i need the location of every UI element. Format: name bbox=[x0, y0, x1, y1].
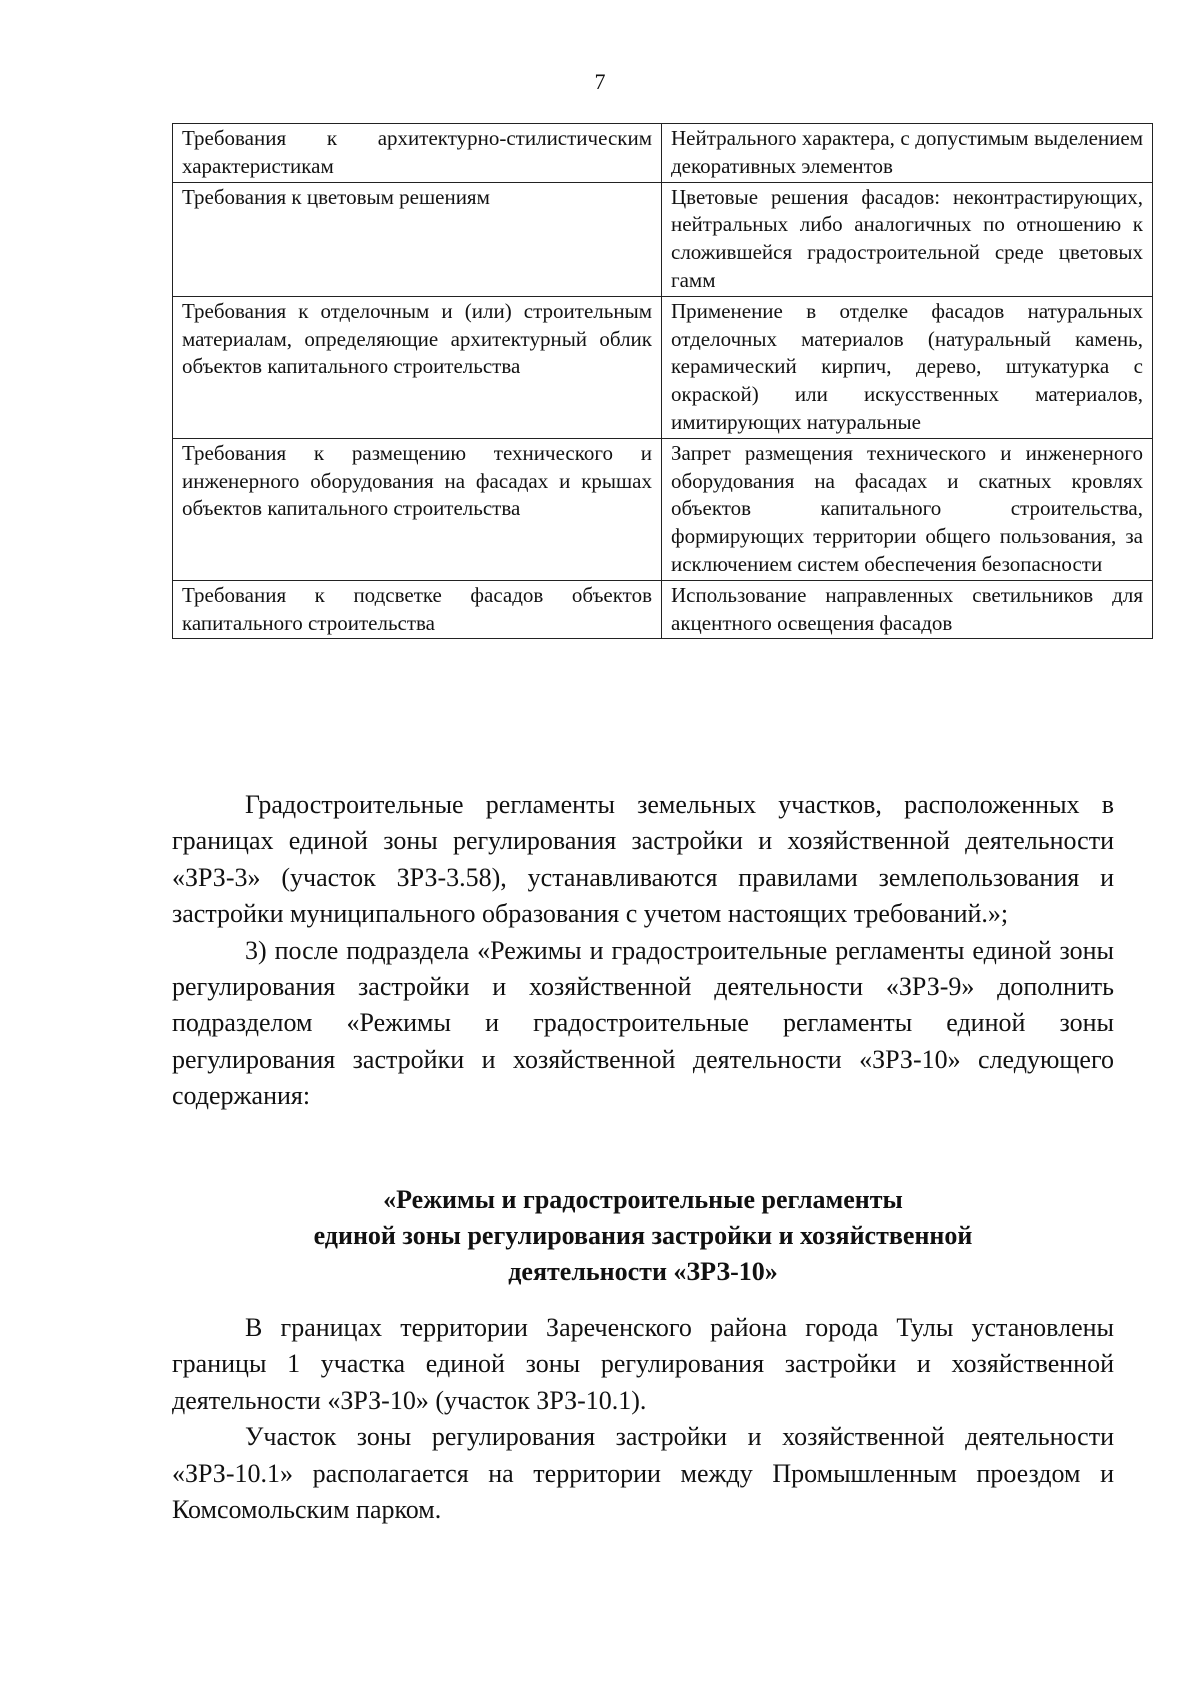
heading-line: деятельности «ЗРЗ-10» bbox=[508, 1257, 778, 1286]
body-text-bottom bbox=[172, 1310, 1114, 1528]
requirement-name-cell: Требования к архитектурно-стилистическим характеристикам bbox=[173, 124, 662, 183]
paragraph: Участок зоны регулирования застройки и хозяйственной деятельности «ЗРЗ-10.1» располагается на территории между Промышленным проездом и Комсомольским парком. bbox=[172, 1422, 1114, 1525]
section-heading bbox=[172, 1182, 1114, 1290]
table-row bbox=[173, 296, 1153, 438]
table-row bbox=[173, 182, 1153, 296]
heading-line: «Режимы и градостроительные регламенты bbox=[383, 1185, 903, 1214]
paragraph: 3) после подраздела «Режимы и градостроительные регламенты единой зоны регулирования застройки и хозяйственной деятельности «ЗРЗ-9» дополнить подразделом «Режимы и градостроительные регламенты единой зоны регулирования застройки и хозяйственной деятельности «ЗРЗ-10» следующего содержания: bbox=[172, 935, 1114, 1111]
heading-line: единой зоны регулирования застройки и хозяйственной bbox=[313, 1221, 973, 1250]
page-number: 7 bbox=[594, 69, 606, 94]
table-row bbox=[173, 124, 1153, 183]
table-row bbox=[173, 580, 1153, 639]
requirements-table bbox=[172, 123, 1153, 639]
table-row bbox=[173, 438, 1153, 580]
requirement-value-cell: Нейтрального характера, с допустимым выделением декоративных элементов bbox=[662, 124, 1153, 183]
requirement-value-cell: Запрет размещения технического и инженерного оборудования на фасадах и скатных кровлях объектов капитального строительства, формирующих территории общего пользования, за исключением систем обеспечения безопасности bbox=[662, 438, 1153, 580]
requirement-name-cell: Требования к отделочным и (или) строительным материалам, определяющие архитектурный облик объектов капитального строительства bbox=[173, 296, 662, 438]
requirement-name-cell: Требования к подсветке фасадов объектов капитального строительства bbox=[173, 580, 662, 639]
paragraph: Градостроительные регламенты земельных участков, расположенных в границах единой зоны регулирования застройки и хозяйственной деятельности «ЗРЗ-3» (участок ЗРЗ-3.58), устанавливаются правилами землепользования и застройки муниципального образования с учетом настоящих требований.»; bbox=[172, 790, 1114, 929]
requirement-value-cell: Применение в отделке фасадов натуральных отделочных материалов (натуральный камень, керамический кирпич, дерево, штукатурка с окраской) или искусственных материалов, имитирующих натуральные bbox=[662, 296, 1153, 438]
requirement-value-cell: Использование направленных светильников для акцентного освещения фасадов bbox=[662, 580, 1153, 639]
requirement-name-cell: Требования к размещению технического и инженерного оборудования на фасадах и крышах объектов капитального строительства bbox=[173, 438, 662, 580]
requirement-value-cell: Цветовые решения фасадов: неконтрастирующих, нейтральных либо аналогичных по отношению к сложившейся градостроительной среде цветовых гамм bbox=[662, 182, 1153, 296]
body-text-top bbox=[172, 787, 1114, 1115]
requirement-name-cell: Требования к цветовым решениям bbox=[173, 182, 662, 296]
paragraph: В границах территории Зареченского района города Тулы установлены границы 1 участка единой зоны регулирования застройки и хозяйственной деятельности «ЗРЗ-10» (участок ЗРЗ-10.1). bbox=[172, 1313, 1114, 1415]
